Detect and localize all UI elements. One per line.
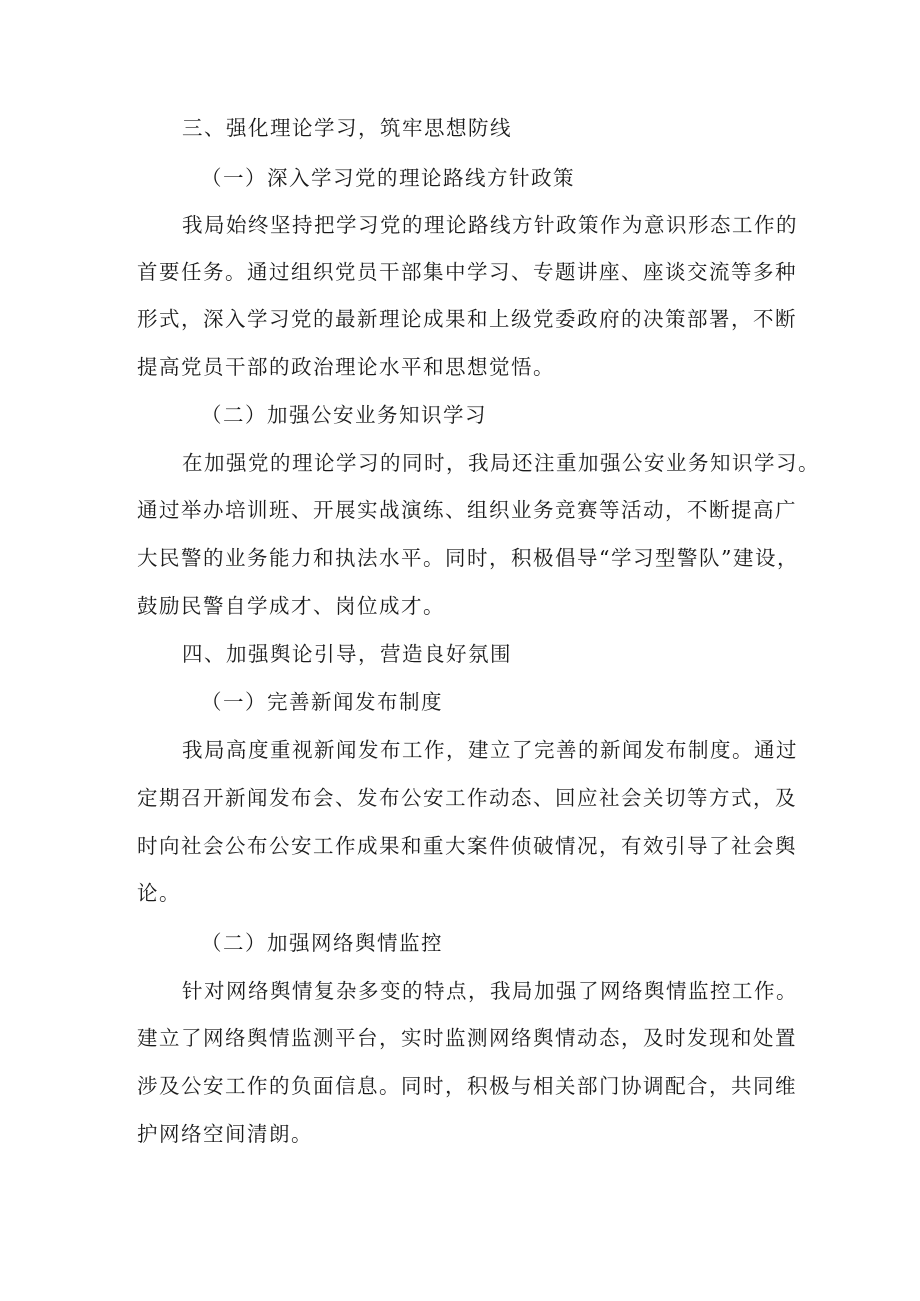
paragraph-line: 通过举办培训班、开展实战演练、组织业务竞赛等活动，不断提高广	[137, 498, 797, 522]
subsection-heading-3-2: （二）加强公安业务知识学习	[201, 403, 487, 427]
paragraph-line: 首要任务。通过组织党员干部集中学习、专题讲座、座谈交流等多种	[137, 260, 797, 284]
paragraph-line: 涉及公安工作的负面信息。同时，积极与相关部门协调配合，共同维	[137, 1074, 797, 1098]
paragraph-line: 时向社会公布公安工作成果和重大案件侦破情况，有效引导了社会舆	[137, 834, 797, 858]
paragraph-line: 我局高度重视新闻发布工作，建立了完善的新闻发布制度。通过	[182, 738, 798, 762]
subsection-heading-4-1: （一）完善新闻发布制度	[201, 690, 443, 714]
paragraph-line: 形式，深入学习党的最新理论成果和上级党委政府的决策部署，不断	[137, 307, 797, 331]
subsection-heading-4-2: （二）加强网络舆情监控	[201, 931, 443, 955]
paragraph-line: 大民警的业务能力和执法水平。同时，积极倡导“学习型警队”建设，	[137, 546, 799, 570]
section-heading-4: 四、加强舆论引导，营造良好氛围	[182, 642, 512, 666]
paragraph-line: 建立了网络舆情监测平台，实时监测网络舆情动态，及时发现和处置	[137, 1026, 797, 1050]
paragraph-line: 我局始终坚持把学习党的理论路线方针政策作为意识形态工作的	[182, 213, 798, 237]
paragraph-line: 在加强党的理论学习的同时，我局还注重加强公安业务知识学习。	[182, 451, 820, 475]
paragraph-line: 针对网络舆情复杂多变的特点，我局加强了网络舆情监控工作。	[182, 979, 798, 1003]
paragraph-line: 提高党员干部的政治理论水平和思想觉悟。	[137, 355, 555, 379]
paragraph-line: 鼓励民警自学成才、岗位成才。	[137, 594, 445, 618]
section-heading-3: 三、强化理论学习，筑牢思想防线	[182, 116, 512, 140]
paragraph-line: 论。	[137, 881, 181, 905]
subsection-heading-3-1: （一）深入学习党的理论路线方针政策	[201, 166, 575, 190]
paragraph-line: 定期召开新闻发布会、发布公安工作动态、回应社会关切等方式，及	[137, 786, 797, 810]
paragraph-line: 护网络空间清朗。	[137, 1122, 313, 1146]
